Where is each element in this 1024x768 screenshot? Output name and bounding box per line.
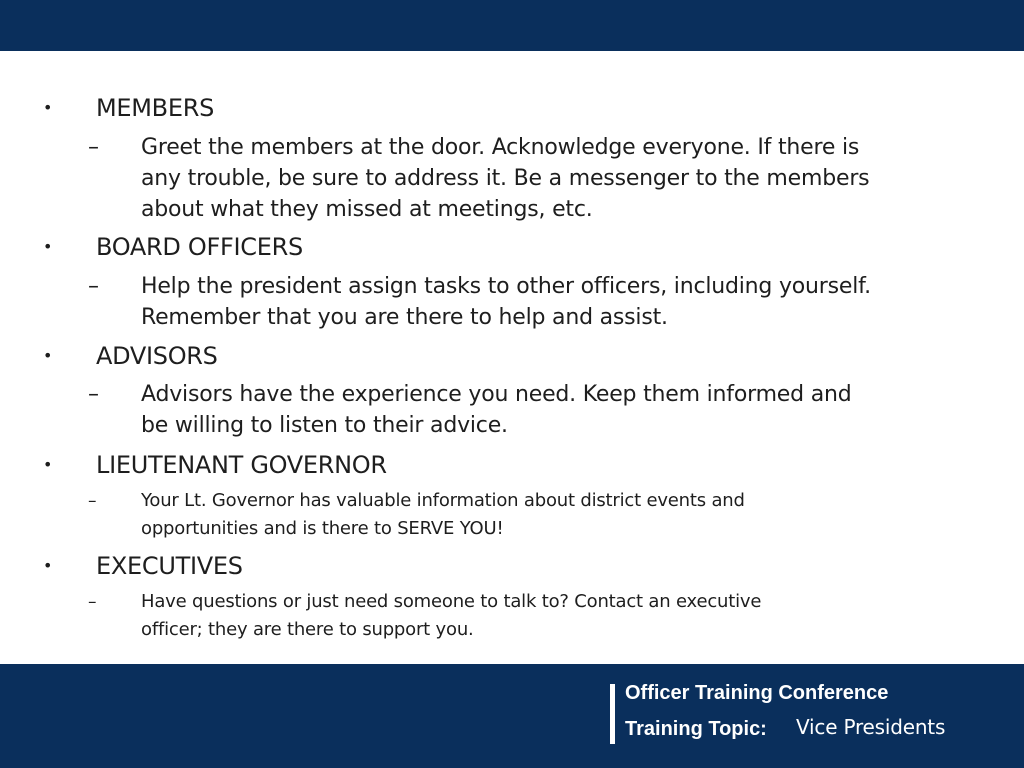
sub-dash: – (88, 135, 99, 160)
sub-bullet-text (141, 271, 991, 333)
text-line: Greet the members at the door. Acknowledge everyone. If there is (141, 135, 860, 160)
text-line: Remember that you are there to help and assist. (141, 305, 668, 330)
sub-dash: – (88, 491, 97, 511)
bullet-heading: MEMBERS (96, 94, 215, 122)
bullet-dot: • (43, 455, 53, 474)
bullet-heading: BOARD OFFICERS (96, 233, 303, 261)
footer-topic-label: Training Topic: (625, 718, 767, 740)
text-line: officer; they are there to support you. (141, 619, 474, 640)
bullet-advisors (0, 340, 1024, 372)
bullet-lieutenant-governor (0, 449, 1024, 481)
sub-bullet-text (141, 379, 991, 441)
footer-title: Officer Training Conference (625, 682, 889, 704)
bullet-executives (0, 550, 1024, 582)
text-line: about what they missed at meetings, etc. (141, 197, 593, 222)
footer-topic-value: Vice Presidents (796, 715, 946, 739)
bullet-board-officers (0, 231, 1024, 263)
bullet-heading: LIEUTENANT GOVERNOR (96, 451, 387, 479)
sub-dash: – (88, 274, 99, 299)
text-line: opportunities and is there to SERVE YOU! (141, 518, 504, 539)
text-line: be willing to listen to their advice. (141, 413, 508, 438)
bullet-dot: • (43, 98, 53, 117)
sub-bullet-text (141, 487, 991, 543)
text-line: Your Lt. Governor has valuable information about district events and (141, 490, 745, 511)
bullet-dot: • (43, 556, 53, 575)
sub-dash: – (88, 592, 97, 612)
text-line: any trouble, be sure to address it. Be a messenger to the members (141, 166, 870, 191)
text-line: Advisors have the experience you need. Keep them informed and (141, 382, 852, 407)
bullet-dot: • (43, 346, 53, 365)
footer-divider (610, 684, 615, 744)
sub-bullet-text (141, 588, 991, 644)
bullet-heading: ADVISORS (96, 342, 218, 370)
bullet-heading: EXECUTIVES (96, 552, 243, 580)
bullet-dot: • (43, 237, 53, 256)
sub-dash: – (88, 382, 99, 407)
sub-bullet-text (141, 132, 991, 225)
bullet-members (0, 92, 1024, 124)
footer-bar (0, 664, 1024, 768)
text-line: Help the president assign tasks to other officers, including yourself. (141, 274, 871, 299)
text-line: Have questions or just need someone to talk to? Contact an executive (141, 591, 762, 612)
